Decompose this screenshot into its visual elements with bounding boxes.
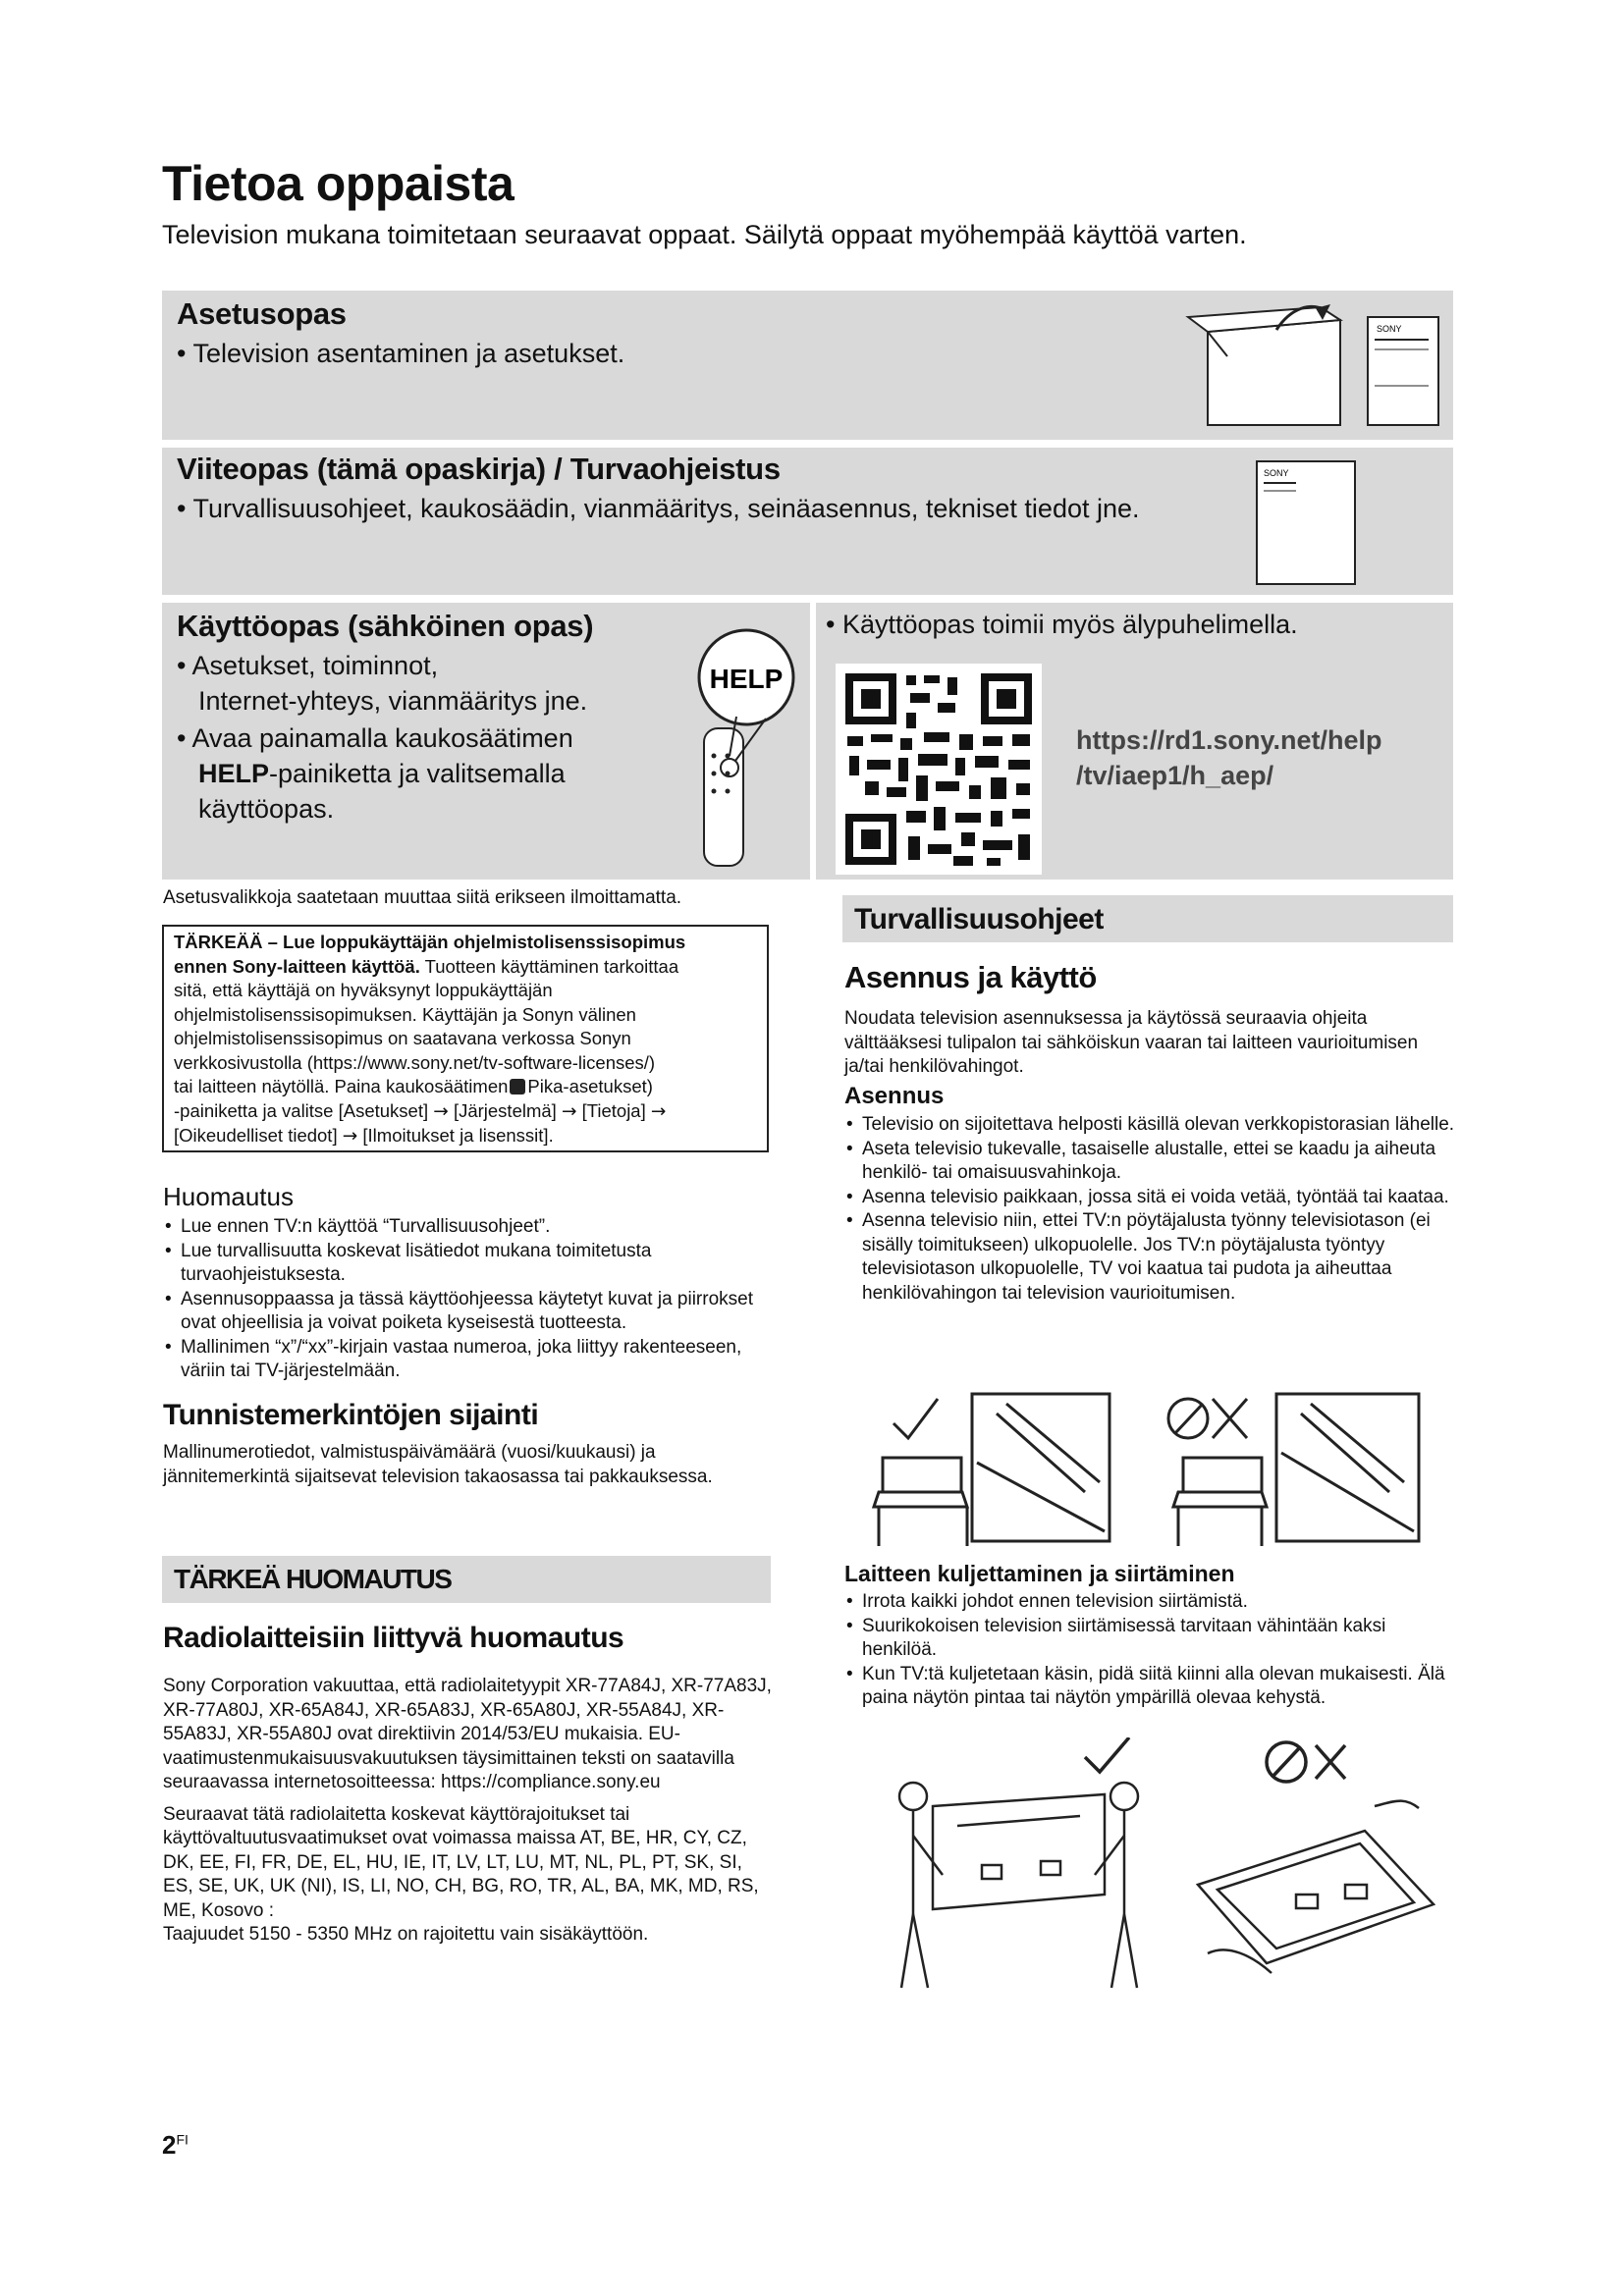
eula-line6: verkkosivustolla (https://www.sony.net/tv-software-licenses/)	[174, 1051, 656, 1073]
help-smartphone-box	[816, 603, 1453, 880]
installation-item: • Asenna televisio niin, ettei TV:n pöytäjalusta työnny televisiotason (ei sisälly toimitukseen) ulkopuolelle. Jos TV:n pöytäjalusta työntyy televisiotason ulkopuolelle, TV voi kaatua tai pudota ja aiheuttaa henkilövahingon tai television vaurioitumisen.	[844, 1209, 1455, 1306]
help-bullet1-line2: Internet-yhteys, vianmääritys jne.	[198, 686, 588, 716]
arrow-icon: →	[433, 1100, 449, 1122]
reference-booklet-illustration	[1252, 459, 1360, 587]
eula-notice-box	[162, 925, 769, 1152]
eula-line3: sitä, että käyttäjä on hyväksynyt loppukäyttäjän	[174, 980, 553, 1000]
note-item: • Mallinimen “x”/“xx”-kirjain vastaa numeroa, joka liittyy rakenteeseen, väriin tai TV-järjestelmään.	[163, 1336, 772, 1384]
reference-guide-title: Viiteopas (tämä opaskirja) / Turvaohjeistus	[177, 452, 781, 486]
eula-text-line2: Tuotteen käyttäminen tarkoittaa	[419, 955, 679, 977]
menu-change-notice: Asetusvalikkoja saatetaan muuttaa siitä erikseen ilmoittamatta.	[163, 887, 682, 908]
page-number-value: 2	[162, 2130, 177, 2160]
eula-line4: ohjelmistolisenssisopimuksen. Käyttäjän ja Sonyn välinen	[174, 1003, 636, 1025]
label-location-heading: Tunnistemerkintöjen sijainti	[163, 1399, 539, 1431]
help-guide-box	[162, 603, 810, 880]
installation-item: • Televisio on sijoitettava helposti käsillä olevan verkkopistorasian lähelle.	[844, 1113, 1455, 1138]
reference-guide-bullet: • Turvallisuusohjeet, kaukosäädin, vianmääritys, seinäasennus, tekniset tiedot jne.	[177, 494, 1140, 523]
note-item: • Lue turvallisuutta koskevat lisätiedot mukana toimitetusta turvaohjeistuksesta.	[163, 1240, 772, 1288]
transport-list	[844, 1590, 1455, 1711]
radio-notice-para3: Taajuudet 5150 - 5350 MHz on rajoitettu vain sisäkäyttöön.	[163, 1924, 649, 1945]
page-intro: Television mukana toimitetaan seuraavat oppaat. Säilytä oppaat myöhempää käyttöä varten.	[162, 220, 1247, 249]
transport-item: • Irrota kaikki johdot ennen television siirtämistä.	[844, 1590, 1455, 1615]
page-title: Tietoa oppaista	[162, 156, 514, 211]
eula-line8a: -painiketta ja valitse [Asetukset]	[174, 1099, 429, 1121]
radio-notice-body	[163, 1675, 772, 1948]
important-notice-title: TÄRKEÄ HUOMAUTUS	[174, 1564, 452, 1594]
eula-heading-line2: ennen Sony-laitteen käyttöä.	[174, 955, 420, 977]
arrow-icon: →	[650, 1100, 667, 1122]
safety-band	[842, 895, 1453, 942]
installation-item: • Asenna televisio paikkaan, jossa sitä ei voida vetää, työntää tai kaataa.	[844, 1186, 1455, 1210]
transport-item: • Suurikokoisen television siirtämisessä tarvitaan vähintään kaksi henkilöä.	[844, 1615, 1455, 1663]
setup-guide-box	[162, 291, 1453, 440]
transport-item: • Kun TV:tä kuljetetaan käsin, pidä siitä kiinni alla olevan mukaisesti. Älä paina näytön pintaa tai näytön ympärillä olevaa kehystä.	[844, 1663, 1455, 1711]
help-badge-text: HELP	[709, 664, 784, 694]
help-url-line2[interactable]: /tv/iaep1/h_aep/	[1076, 761, 1274, 790]
important-notice-band	[162, 1556, 771, 1603]
radio-notice-heading: Radiolaitteisiin liittyvä huomautus	[163, 1622, 624, 1654]
remote-help-illustration	[692, 618, 800, 874]
page-number	[162, 2130, 189, 2161]
box-unpack-illustration	[1183, 302, 1448, 435]
eula-line5: ohjelmistolisenssisopimus on saatavana verkossa Sonyn	[174, 1028, 631, 1048]
help-bullet2-line1: Avaa painamalla kaukosäätimen	[191, 723, 573, 753]
eula-line8c: [Tietoja]	[581, 1099, 646, 1121]
arrow-icon: →	[561, 1100, 577, 1122]
help-url[interactable]	[1076, 722, 1382, 793]
transport-heading: Laitteen kuljettaminen ja siirtäminen	[844, 1561, 1235, 1586]
help-url-line1[interactable]: https://rd1.sony.net/help	[1076, 725, 1382, 755]
radio-notice-para2: Seuraavat tätä radiolaitetta koskevat käyttörajoitukset tai käyttövaltuutusvaatimukset ovat voimassa maissa AT, BE, HR, CY, CZ, DK, EE, FI, FR, DE, EL, HU, IE, IT, LV, LT, LU, MT, NL, PL, PT, SK, SI, ES, SE, UK, UK (NI), IS, LI, NO, CH, BG, RO, TR, AL, BA, MK, MD, RS, ME, Kosovo :	[163, 1803, 759, 1921]
smartphone-text: Käyttöopas toimii myös älypuhelimella.	[841, 610, 1298, 639]
reference-sony-label: SONY	[1264, 468, 1289, 478]
radio-notice-para1: Sony Corporation vakuuttaa, että radiolaitetyypit XR-77A84J, XR-77A83J, XR-77A80J, XR-65A84J, XR-65A83J, XR-65A80J, XR-55A84J, XR-55A83J, XR-55A80J ovat direktiivin 2014/53/EU mukaisia. EU-vaatimustenmukaisuusvakuutuksen täysimittainen teksti on saatavilla seuraavassa internetosoitteessa: https://compliance.sony.eu	[163, 1676, 772, 1792]
safety-title: Turvallisuusohjeet	[854, 903, 1104, 935]
eula-line9a: [Oikeudelliset tiedot]	[174, 1125, 338, 1146]
setup-guide-title: Asetusopas	[177, 296, 347, 331]
help-bullet2-line3: käyttöopas.	[198, 794, 335, 824]
smartphone-bullet: • Käyttöopas toimii myös älypuhelimella.	[826, 610, 1298, 639]
installation-item: • Aseta televisio tukevalle, tasaiselle alustalle, ettei se kaadu ja aiheuta henkilö- tai omaisuusvahinkoja.	[844, 1138, 1455, 1186]
label-location-text: Mallinumerotiedot, valmistuspäivämäärä (vuosi/kuukausi) ja jännitemerkintä sijaitsevat television takaosassa tai pakkauksessa.	[163, 1442, 713, 1487]
help-guide-title: Käyttöopas (sähköinen opas)	[177, 609, 594, 643]
eula-line7a: tai laitteen näytöllä. Paina kaukosäätimen	[174, 1076, 509, 1096]
help-guide-bullets: • Asetukset, toiminnot, Internet-yhteys, vianmääritys jne. • Avaa painamalla kaukosäätimen HELP-painiketta ja valitsemalla käyttöopas.	[177, 648, 609, 827]
arrow-icon: →	[342, 1126, 358, 1147]
eula-line7b: Pika-asetukset)	[527, 1076, 653, 1096]
qr-code-image	[836, 664, 1042, 875]
setup-sony-label: SONY	[1377, 324, 1402, 334]
help-bullet2-line2: -painiketta ja valitsemalla	[269, 759, 566, 788]
installation-list	[844, 1113, 1455, 1306]
help-bullet1-line1: Asetukset, toiminnot,	[191, 651, 439, 680]
install-use-intro: Noudata television asennuksessa ja käytössä seuraavia ohjeita välttääksesi tulipalon tai sähköiskun vaaran tai laitteen vaurioitumisen ja/tai henkilövahingot.	[844, 1008, 1419, 1077]
note-item: • Asennusoppaassa ja tässä käyttöohjeessa käytetyt kuvat ja piirrokset ovat ohjeellisia ja voivat poiketa kyseisestä tuotteesta.	[163, 1288, 772, 1336]
installation-heading: Asennus	[844, 1083, 945, 1109]
quick-settings-icon	[510, 1079, 525, 1095]
eula-line8b: [Järjestelmä]	[453, 1099, 557, 1121]
note-list	[163, 1215, 772, 1384]
note-item: • Lue ennen TV:n käyttöä “Turvallisuusohjeet”.	[163, 1215, 772, 1240]
install-use-heading: Asennus ja käyttö	[844, 960, 1097, 994]
page-language: FI	[176, 2131, 189, 2148]
setup-guide-bullet-text: Television asentaminen ja asetukset.	[192, 339, 625, 368]
reference-guide-bullet-text: Turvallisuusohjeet, kaukosäädin, vianmääritys, seinäasennus, tekniset tiedot jne.	[192, 494, 1140, 523]
note-heading: Huomautus	[163, 1182, 294, 1211]
reference-guide-box	[162, 448, 1453, 595]
help-button-name: HELP	[198, 759, 270, 788]
setup-guide-bullet: • Television asentaminen ja asetukset.	[177, 339, 625, 368]
tv-stand-illustration	[869, 1384, 1448, 1551]
tv-carrying-illustration	[884, 1737, 1443, 1998]
eula-heading-line1: TÄRKEÄÄ – Lue loppukäyttäjän ohjelmistolisenssisopimus	[174, 932, 686, 952]
eula-line9b: [Ilmoitukset ja lisenssit].	[362, 1125, 554, 1146]
